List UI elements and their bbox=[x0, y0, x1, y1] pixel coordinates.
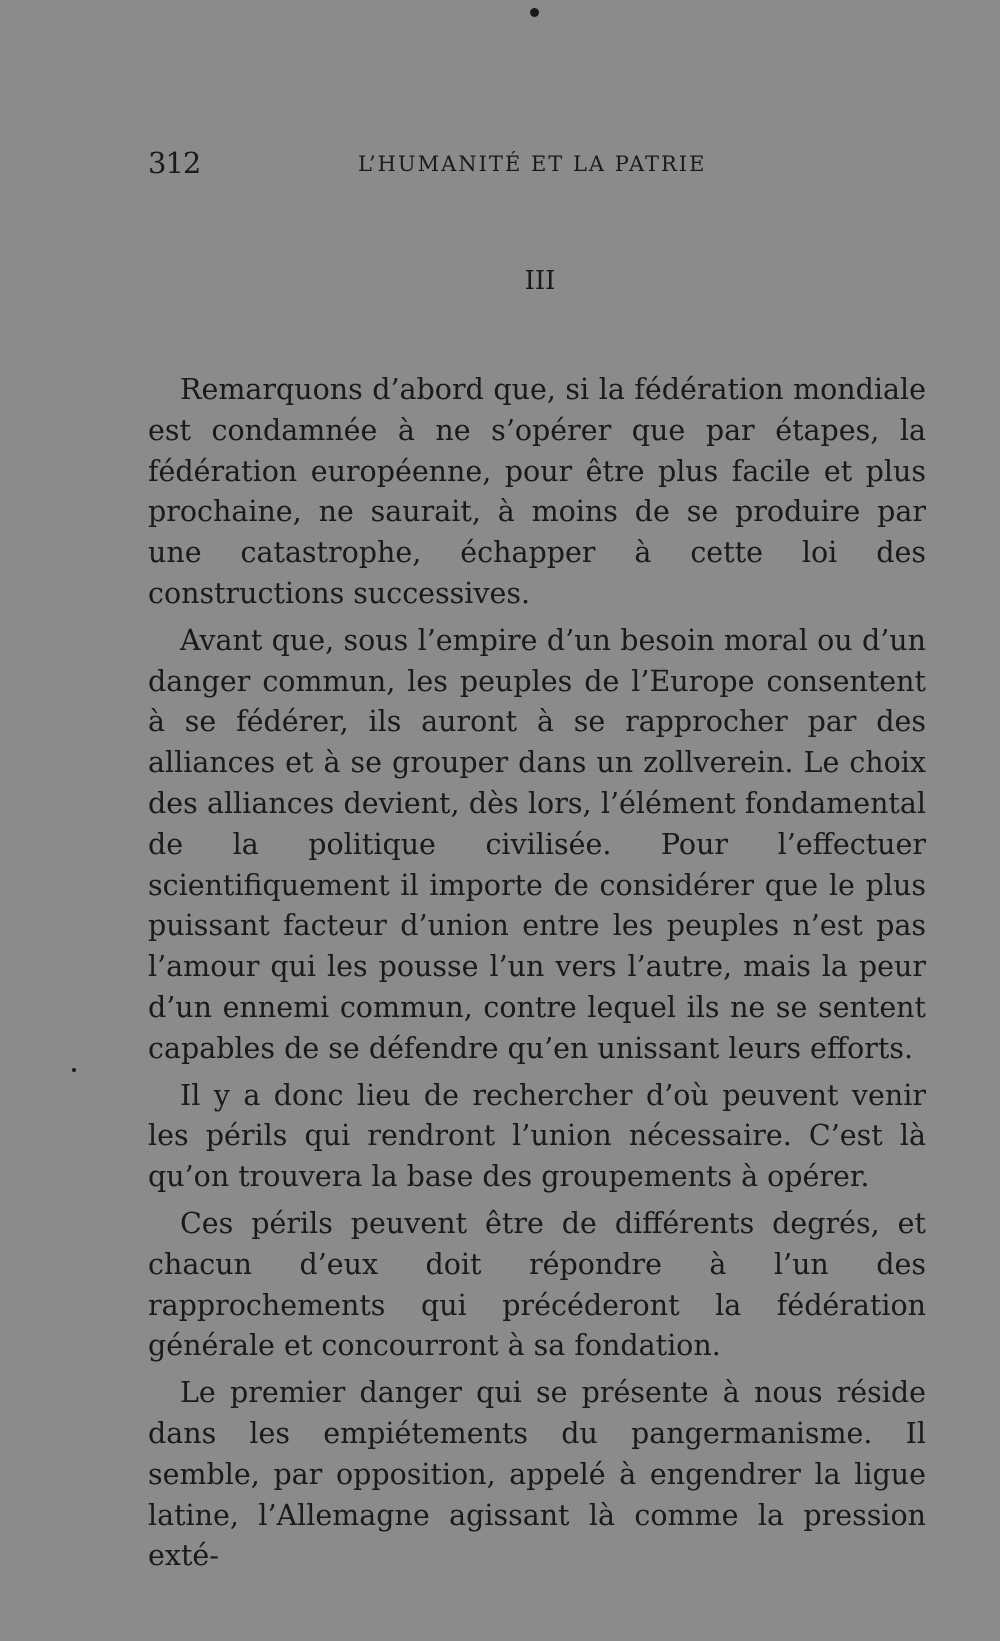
paragraph: Ces périls peuvent être de différents degrés, et chacun d’eux doit répondre à l’un des rapprochements qui précéderont la fédération générale et concourront à sa fondation. bbox=[148, 1206, 926, 1363]
page-header bbox=[148, 146, 922, 186]
paragraph: Le premier danger qui se présente à nous réside dans les empiétements du pangermanisme. Il semble, par opposition, appelé à engendrer la ligue latine, l’Allemagne agissant là comme la pression exté- bbox=[148, 1376, 926, 1573]
ink-speck bbox=[530, 8, 539, 17]
paragraph: Avant que, sous l’empire d’un besoin moral ou d’un danger commun, les peuples de l’Europe consentent à se fédérer, ils auront à se rapprocher par des alliances et à se grouper dans un zollverein. Le choix des alliances devient, dès lors, l’élément fondamental de la politique civilisée. Pour l’effectuer scientifiquement il importe de considérer que le plus puissant facteur d’union entre les peuples n’est pas l’amour qui les pousse l’un vers l’autre, mais la peur d’un ennemi commun, contre lequel ils ne se sentent capables de se défendre qu’en unissant leurs efforts. bbox=[148, 623, 926, 1065]
running-title: L’HUMANITÉ ET LA PATRIE bbox=[358, 152, 707, 176]
ink-speck bbox=[72, 1068, 76, 1072]
paragraph: Remarquons d’abord que, si la fédération mondiale est condamnée à ne s’opérer que par étapes, la fédération européenne, pour être plus facile et plus prochaine, ne saurait, à moins de se produire par une catastrophe, échapper à cette loi des constructions successives. bbox=[148, 373, 926, 610]
section-number: III bbox=[524, 266, 556, 296]
body-text bbox=[148, 370, 926, 1583]
paragraph: Il y a donc lieu de rechercher d’où peuvent venir les périls qui rendront l’union nécessaire. C’est là qu’on trouvera la base des groupements à opérer. bbox=[148, 1078, 926, 1194]
page-number: 312 bbox=[148, 146, 201, 180]
